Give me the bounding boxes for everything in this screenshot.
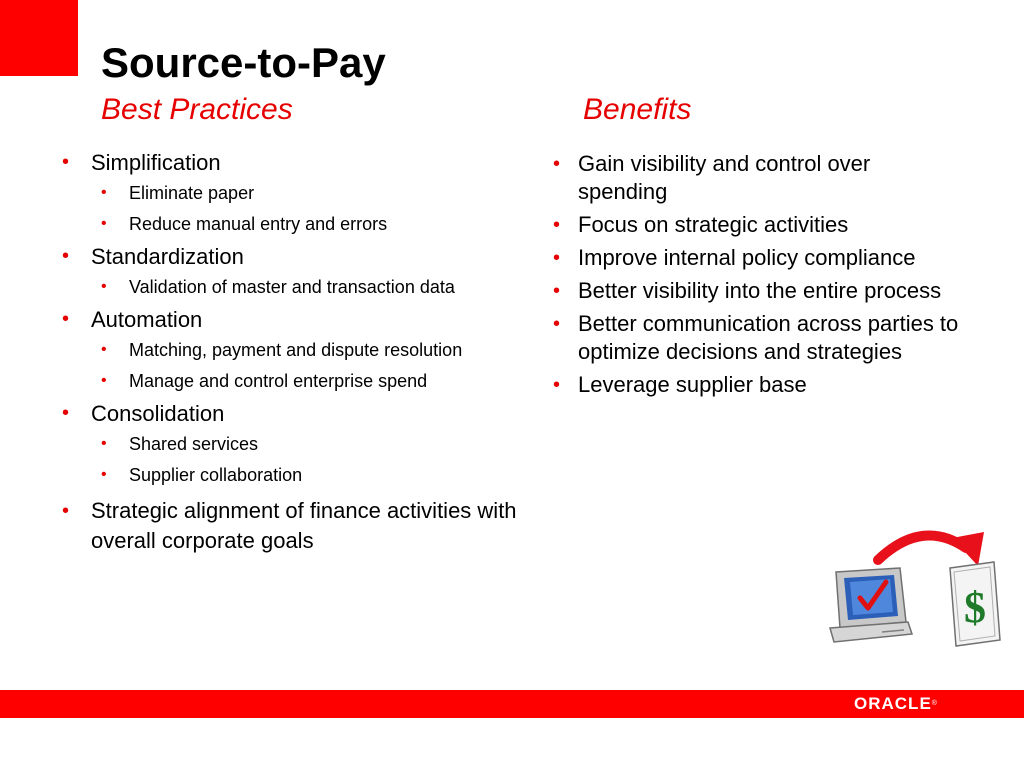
bullet-icon: • xyxy=(553,214,561,236)
list-item xyxy=(62,496,524,556)
sub-list-item xyxy=(91,276,524,298)
bullet-icon: • xyxy=(553,280,561,302)
list-item-label: Simplification xyxy=(91,150,221,175)
list-item xyxy=(62,150,524,235)
sub-list-item xyxy=(91,370,524,392)
sub-list xyxy=(91,339,524,392)
best-practices-heading: Best Practices xyxy=(101,93,293,126)
list-item-label: Strategic alignment of finance activities with overall corporate goals xyxy=(91,498,517,553)
bullet-icon: • xyxy=(553,313,561,335)
curved-arrow-icon xyxy=(878,532,984,566)
sub-list-item xyxy=(91,464,524,486)
oracle-logo xyxy=(854,693,938,715)
bullet-icon: • xyxy=(62,245,70,267)
list-item-label: Improve internal policy compliance xyxy=(578,245,916,270)
sub-list xyxy=(91,276,524,298)
bullet-icon: • xyxy=(101,372,107,389)
benefits-heading: Benefits xyxy=(583,93,692,126)
list-item-label: Better visibility into the entire process xyxy=(578,278,942,303)
list-item xyxy=(553,244,963,272)
page-title: Source-to-Pay xyxy=(101,39,386,86)
sub-list-item-label: Matching, payment and dispute resolution xyxy=(129,340,463,360)
bullet-icon: • xyxy=(553,374,561,396)
registered-mark: ® xyxy=(931,700,938,707)
list-item-label: Leverage supplier base xyxy=(578,372,807,397)
sub-list-item-label: Supplier collaboration xyxy=(129,465,303,485)
svg-text:$: $ xyxy=(964,583,986,632)
sub-list-item-label: Eliminate paper xyxy=(129,183,255,203)
list-item-label: Automation xyxy=(91,307,203,332)
list-item xyxy=(62,307,524,392)
list-item-label: Standardization xyxy=(91,244,244,269)
sub-list-item-label: Reduce manual entry and errors xyxy=(129,214,388,234)
dollar-document-icon xyxy=(950,562,1000,646)
list-item xyxy=(553,310,963,366)
list-item-label: Consolidation xyxy=(91,401,225,426)
source-to-pay-graphic xyxy=(822,522,1012,652)
sub-list-item xyxy=(91,339,524,361)
bullet-icon: • xyxy=(62,308,70,330)
list-item xyxy=(62,401,524,486)
list-item-label: Gain visibility and control over spending xyxy=(578,151,871,204)
bullet-icon: • xyxy=(101,215,107,232)
sub-list xyxy=(91,433,524,486)
sub-list-item-label: Validation of master and transaction data xyxy=(129,277,455,297)
logo-text: ORACLE xyxy=(854,694,932,713)
bullet-icon: • xyxy=(62,500,70,522)
bullet-icon: • xyxy=(101,435,107,452)
bullet-icon: • xyxy=(553,247,561,269)
sub-list xyxy=(91,182,524,235)
bullet-icon: • xyxy=(101,184,107,201)
bullet-icon: • xyxy=(553,153,561,175)
bullet-icon: • xyxy=(62,151,70,173)
corner-accent-square xyxy=(0,0,78,76)
computer-checkmark-icon xyxy=(830,568,912,642)
sub-list-item xyxy=(91,433,524,455)
benefits-list xyxy=(553,150,963,399)
list-item xyxy=(62,244,524,298)
bullet-icon: • xyxy=(101,466,107,483)
bullet-icon: • xyxy=(62,402,70,424)
sub-list-item-label: Shared services xyxy=(129,434,259,454)
benefits-column xyxy=(553,150,963,404)
list-item xyxy=(553,371,963,399)
sub-list-item xyxy=(91,213,524,235)
list-item-label: Focus on strategic activities xyxy=(578,212,849,237)
best-practices-list xyxy=(62,150,524,556)
list-item-label: Better communication across parties to optimize decisions and strategies xyxy=(578,311,959,364)
bullet-icon: • xyxy=(101,278,107,295)
bullet-icon: • xyxy=(101,341,107,358)
sub-list-item-label: Manage and control enterprise spend xyxy=(129,371,428,391)
list-item xyxy=(553,211,963,239)
sub-list-item xyxy=(91,182,524,204)
list-item xyxy=(553,150,963,206)
list-item xyxy=(553,277,963,305)
best-practices-column xyxy=(62,150,524,561)
